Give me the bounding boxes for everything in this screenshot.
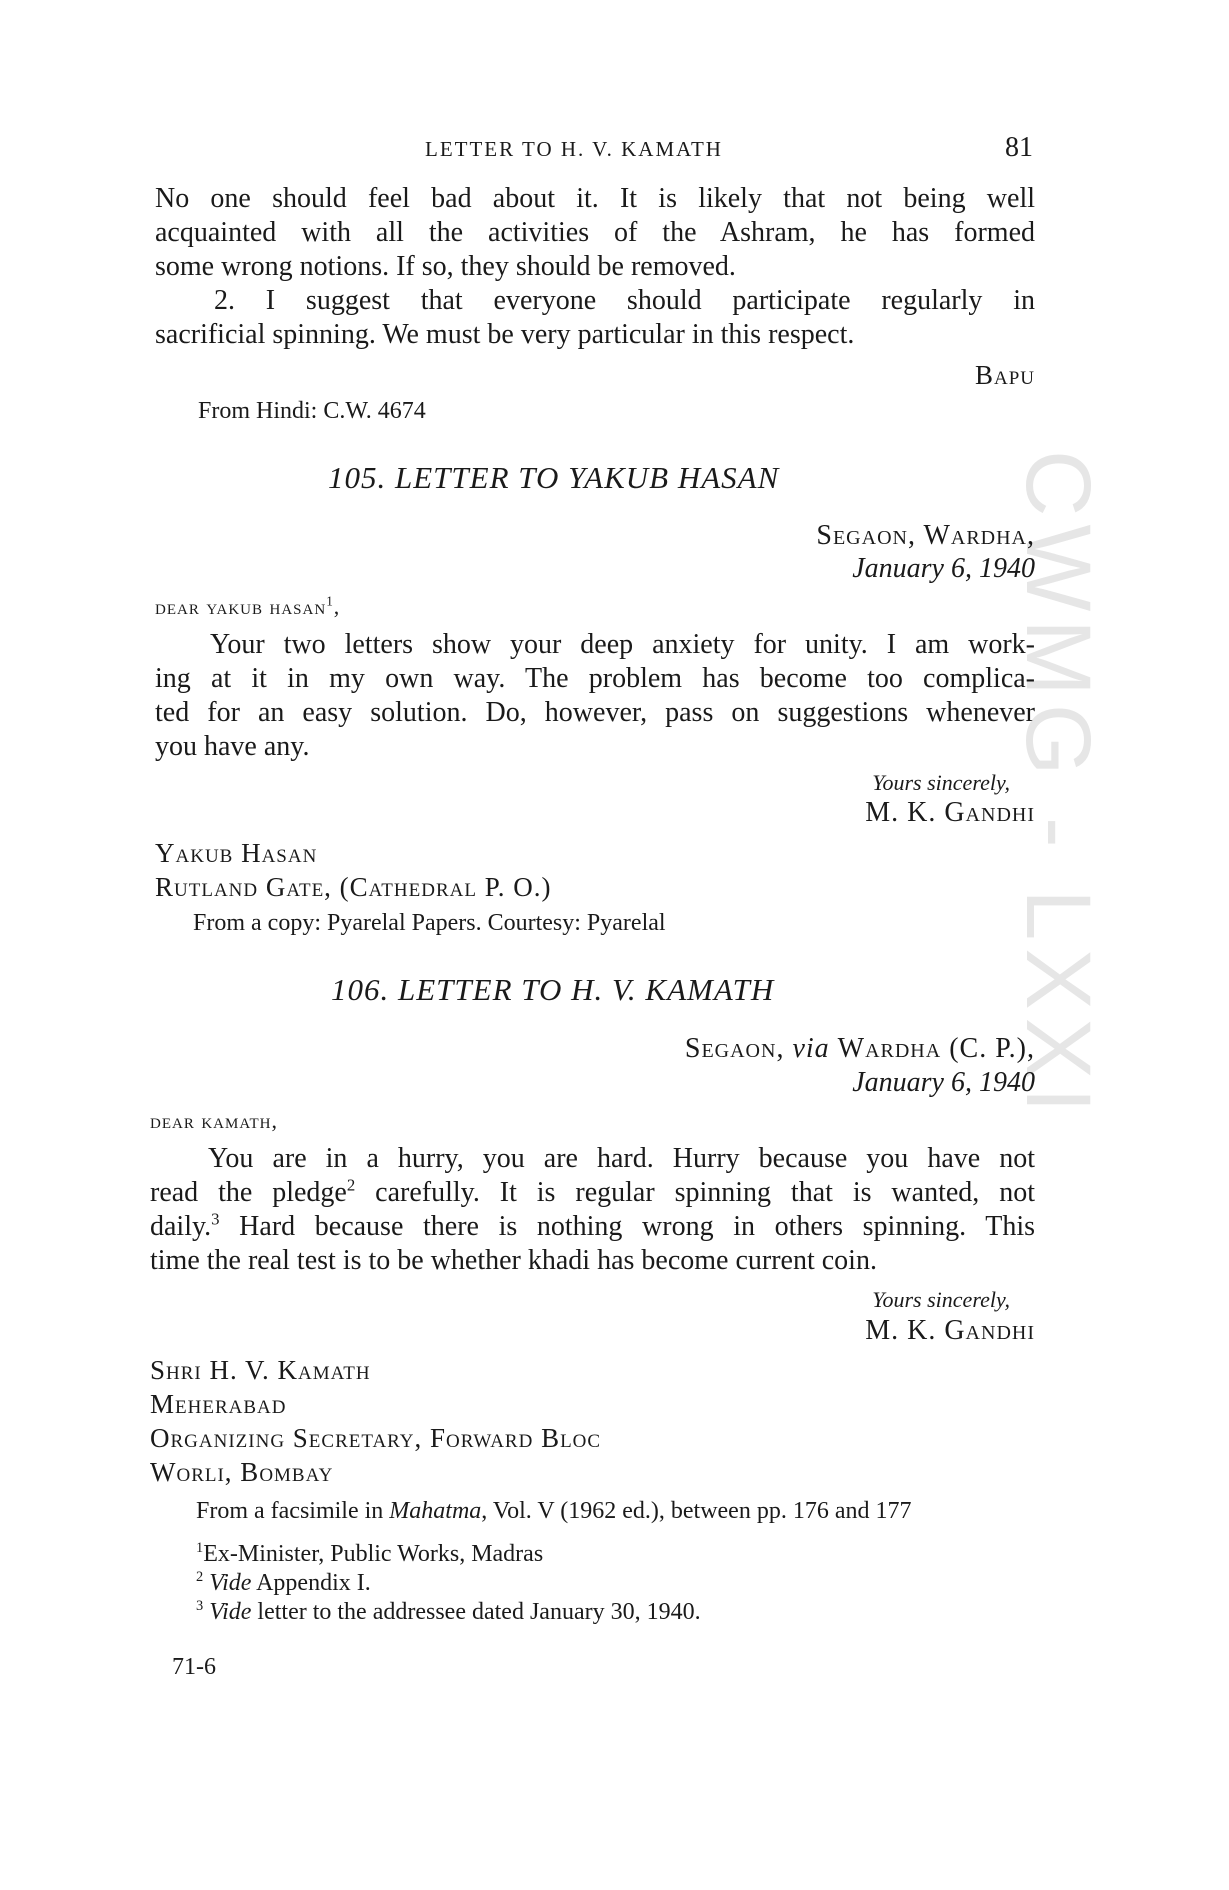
- closing: Yours sincerely,: [872, 1287, 1010, 1312]
- footnote-mark: 3: [211, 1209, 220, 1229]
- paragraph-line: No one should feel bad about it. It is likely that not being well: [155, 183, 1035, 214]
- footnote: [196, 1540, 701, 1569]
- text-run: , Vol. V (1962 ed.), between pp. 176 and 177: [481, 1498, 912, 1524]
- paragraph-line: You are in a hurry, you are hard. Hurry because you have not: [208, 1143, 1035, 1174]
- paragraph-line: ing at it in my own way. The problem has become too complica-: [155, 663, 1035, 694]
- paragraph-line: some wrong notions. If so, they should be removed.: [155, 251, 736, 282]
- prev-letter-body: [155, 182, 1035, 352]
- text-run: Hard because there is nothing wrong in others spinning. This: [219, 1211, 1035, 1242]
- footnote-text: letter to the addressee dated January 30, 1940.: [251, 1599, 701, 1625]
- letter-place: [560, 1033, 1035, 1065]
- paragraph-line: acquainted with all the activities of the Ashram, he has formed: [155, 217, 1035, 248]
- signature-mark: 71-6: [172, 1654, 216, 1680]
- letter-date: January 6, 1940: [852, 1067, 1035, 1098]
- paragraph-line: time the real test is to be whether khadi has become current coin.: [150, 1245, 877, 1276]
- paragraph-line: sacrificial spinning. We must be very particular in this respect.: [155, 319, 855, 350]
- paragraph-line: you have any.: [155, 731, 310, 762]
- text-run: daily.: [150, 1211, 212, 1242]
- footnote-mark: 1: [196, 1540, 204, 1556]
- salutation-comma: ,: [333, 594, 341, 619]
- salutation: [155, 594, 340, 620]
- address-line: Organizing Secretary, Forward Bloc: [150, 1423, 602, 1453]
- text-run: carefully. It is regular spinning that is wanted, not: [355, 1177, 1035, 1208]
- address-line: Yakub Hasan: [155, 838, 318, 868]
- footnote: [196, 1598, 701, 1627]
- signature-gandhi: M. K. Gandhi: [865, 1315, 1035, 1346]
- letter-body-106: [150, 1142, 1035, 1278]
- text-run: read the pledge: [150, 1177, 347, 1208]
- footnote-text: Appendix I.: [251, 1570, 371, 1596]
- addressee-block: [155, 836, 551, 904]
- source-note: From a copy: Pyarelal Papers. Courtesy: Pyarelal: [193, 910, 666, 936]
- footnote-mark: 2: [346, 1175, 356, 1195]
- footnotes: [196, 1540, 701, 1627]
- section-title-106: 106. LETTER TO H. V. KAMATH: [331, 972, 775, 1007]
- letter-body-105: [155, 628, 1035, 764]
- source-note: [196, 1498, 911, 1525]
- page-number: 81: [1005, 132, 1033, 163]
- signature-gandhi: M. K. Gandhi: [865, 797, 1035, 828]
- salutation: dear kamath,: [150, 1108, 278, 1133]
- address-line: Worli, Bombay: [150, 1457, 334, 1487]
- paragraph-line: Your two letters show your deep anxiety for unity. I am work-: [210, 629, 1035, 660]
- letter-date: January 6, 1940: [852, 553, 1035, 584]
- source-note: From Hindi: C.W. 4674: [198, 398, 426, 424]
- place-via: via: [792, 1033, 830, 1064]
- addressee-block: [150, 1353, 601, 1489]
- footnote: [196, 1569, 701, 1598]
- section-title-105: 105. LETTER TO YAKUB HASAN: [328, 460, 780, 495]
- salutation-text: dear yakub hasan: [155, 594, 327, 619]
- place-wardha: Wardha (C. P.),: [837, 1033, 1035, 1064]
- address-line: Rutland Gate, (Cathedral P. O.): [155, 872, 552, 902]
- footnote-italic: Vide: [209, 1570, 252, 1596]
- footnote-text: Ex-Minister, Public Works, Madras: [203, 1541, 544, 1567]
- footnote-mark: 2: [196, 1569, 204, 1585]
- footnote-mark: 3: [196, 1598, 204, 1614]
- paragraph-line: ted for an easy solution. Do, however, pass on suggestions whenever: [155, 697, 1035, 728]
- text-run: From a facsimile in: [196, 1498, 390, 1524]
- book-title: Mahatma: [389, 1498, 482, 1524]
- closing: Yours sincerely,: [872, 770, 1010, 795]
- footnote-italic: Vide: [209, 1599, 252, 1625]
- address-line: Meherabad: [150, 1389, 287, 1419]
- paragraph-line: [150, 1176, 1035, 1210]
- letter-place: Segaon, Wardha,: [816, 520, 1035, 551]
- footnote-mark: 1: [326, 593, 334, 609]
- watermark-text: CWMG - LXXI: [1007, 450, 1109, 1121]
- signature-bapu: Bapu: [974, 360, 1035, 390]
- place-segaon: Segaon,: [684, 1033, 785, 1064]
- paragraph-line: [150, 1210, 1035, 1244]
- running-head: LETTER TO H. V. KAMATH: [425, 137, 723, 161]
- address-line: Shri H. V. Kamath: [150, 1355, 371, 1385]
- paragraph-line: 2. I suggest that everyone should participate regularly in: [214, 285, 1035, 316]
